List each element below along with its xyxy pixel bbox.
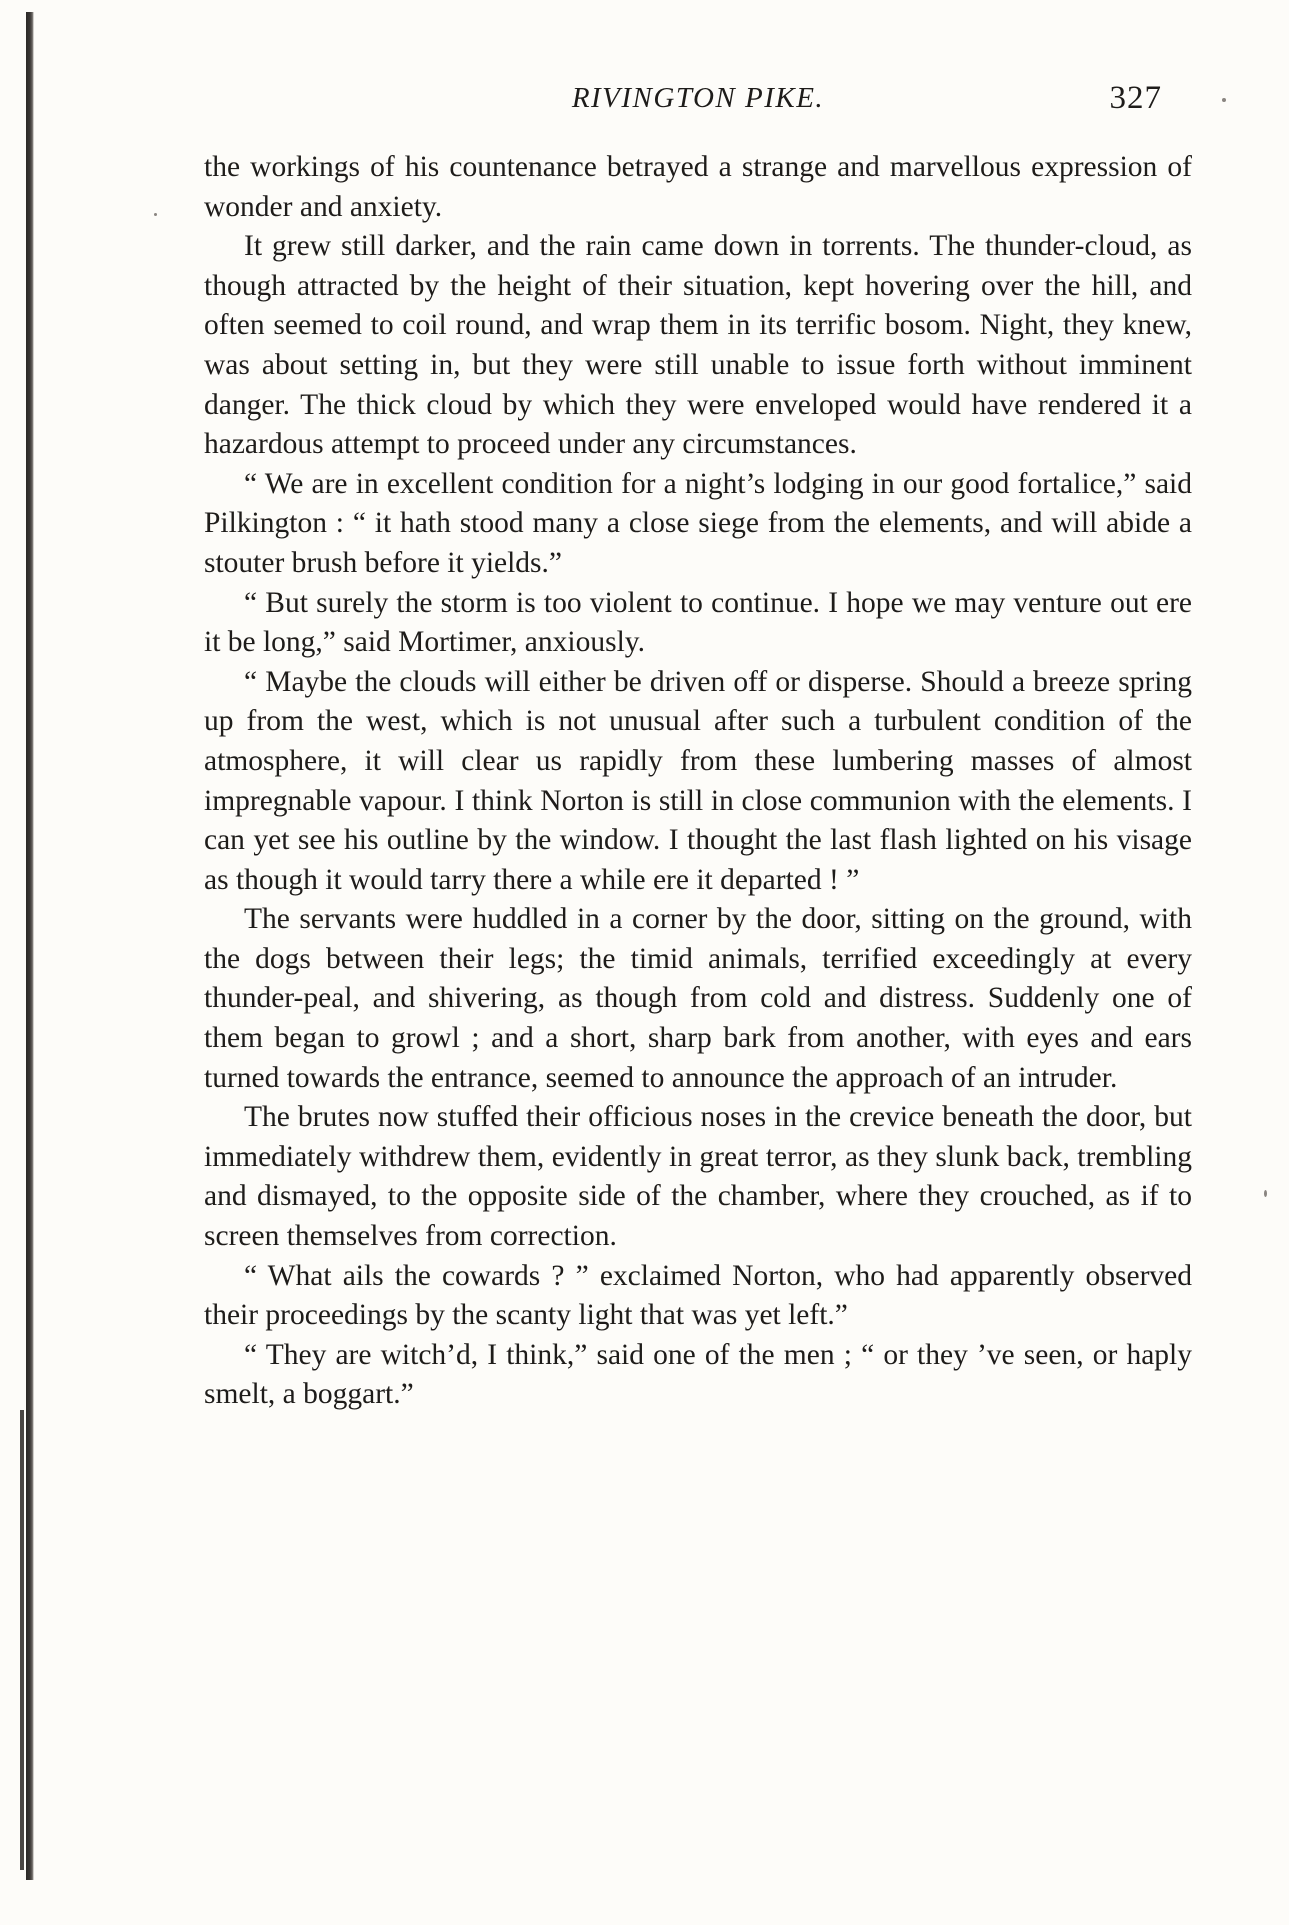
paper-speck	[1264, 1190, 1267, 1197]
paper-speck	[154, 213, 157, 216]
paragraph: The servants were huddled in a corner by the door, sitting on the ground, with the dogs between their legs; the timid animals, terrified exceedingly at every thunder-peal, and shivering, as though from cold and distress. Suddenly one of them began to growl ; and a short, sharp bark from another, with eyes and ears turned towards the entrance, seemed to announce the approach of an intruder.	[204, 903, 1192, 1094]
body-text	[204, 148, 1192, 1415]
paragraph: the workings of his countenance betrayed a strange and marvellous expression of wonder and anxiety.	[204, 151, 1192, 223]
paragraph: “ But surely the storm is too violent to continue. I hope we may venture out ere it be long,” said Mortimer, anxiously.	[204, 586, 1192, 659]
paragraph: “ What ails the cowards ? ” exclaimed Norton, who had apparently observed their proceedings by the scanty light that was yet left.”	[204, 1259, 1192, 1332]
paragraph: “ We are in excellent condition for a night’s lodging in our good fortalice,” said Pilkington : “ it hath stood many a close siege from the elements, and will abide a stouter brush before it yields.”	[204, 467, 1192, 579]
page-number: 327	[1109, 80, 1162, 116]
page-header	[204, 80, 1192, 120]
paragraph: “ Maybe the clouds will either be driven off or disperse. Should a breeze spring up from the west, which is not unusual after such a turbulent condition of the atmosphere, it will clear us rapidly from these lumbering masses of almost impregnable vapour. I think Norton is still in close communion with the elements. I can yet see his outline by the window. I thought the last flash lighted on his visage as though it would tarry there a while ere it departed ! ”	[204, 665, 1192, 896]
running-title: RIVINGTON PIKE.	[571, 82, 825, 114]
paper-speck	[1222, 98, 1226, 102]
page-binding-edge	[26, 12, 34, 1880]
paragraph: The brutes now stuffed their officious noses in the crevice beneath the door, but immediately withdrew them, evidently in great terror, as they slunk back, trembling and dismayed, to the opposite side of the chamber, where they crouched, as if to screen themselves from correction.	[204, 1101, 1192, 1253]
page-binding-shadow	[20, 1410, 24, 1870]
paragraph: “ They are witch’d, I think,” said one of the men ; “ or they ’ve seen, or haply smelt, a boggart.”	[204, 1338, 1192, 1411]
paragraph: It grew still darker, and the rain came down in torrents. The thunder-cloud, as though attracted by the height of their situation, kept hovering over the hill, and often seemed to coil round, and wrap them in its terrific bosom. Night, they knew, was about setting in, but they were still unable to issue forth without imminent danger. The thick cloud by which they were enveloped would have rendered it a hazardous attempt to proceed under any circumstances.	[204, 230, 1192, 461]
